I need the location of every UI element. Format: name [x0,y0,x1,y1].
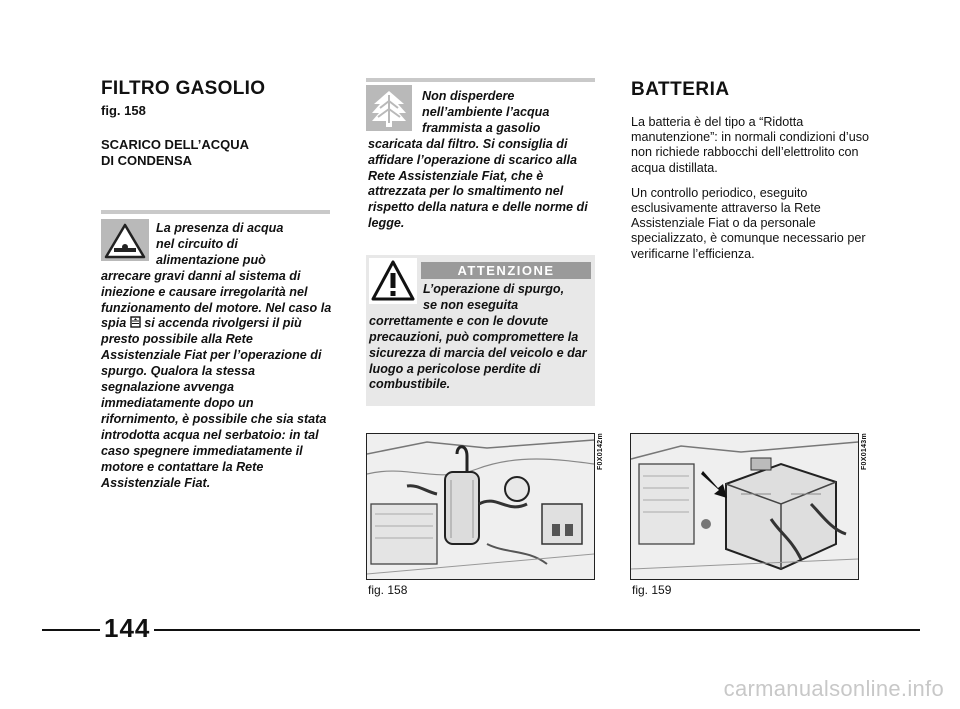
subtitle-line-1: SCARICO DELL’ACQUA [101,137,250,152]
attention-text [369,282,593,393]
env-indented-line: frammista a gasolio [422,120,541,135]
section-divider [366,78,595,82]
fuel-filter-engine-photo [367,434,594,579]
battery-text [631,115,871,272]
attention-label: ATTENZIONE [421,262,591,279]
section-title-filtro-gasolio: FILTRO GASOLIO [101,78,266,99]
battery-engine-photo [631,434,858,579]
figure-158-caption: fig. 158 [368,583,408,597]
figure-159-code: F0X0143m [861,433,868,471]
attention-indented-line: L’operazione di spurgo, [423,282,565,296]
figure-159-caption: fig. 159 [632,583,672,597]
warning-indented-line: nel circuito di [156,236,238,251]
figure-reference: fig. 158 [101,103,146,118]
subsection-title [101,137,321,169]
warning-body: arrecare gravi danni al sistema di iniezione e causare irregolarità nel funzionamento del motore. Nel caso la spia [101,268,332,331]
section-title-batteria: BATTERIA [631,79,730,100]
env-indented-line: nell’ambiente l’acqua [422,104,550,119]
water-in-fuel-indicator-icon [130,316,141,328]
environment-note-text [368,89,596,232]
warning-indented-line: La presenza di acqua [156,221,284,235]
subtitle-line-2: DI CONDENSA [101,153,193,168]
figure-158-photo [366,433,595,580]
watermark: carmanualsonline.info [723,676,944,701]
attention-indented-line: se non eseguita [423,297,519,312]
figure-159-photo [630,433,859,580]
attention-body: correttamente e con le dovute precauzioni, può compromettere la sicurezza di marcia del veicolo e dar luogo a pericolose perdite di combustibile. [369,313,587,392]
warning-body-continued: si accenda rivolgersi il più presto possibile alla Rete Assistenziale Fiat per l’operazione di spurgo. Qualora la stessa segnalazione avvenga immediatamente dopo un rifornimento, è possibile che sia stata introdotta acqua nel serbatoio: in tal caso spegnere immediatamente il motore e contattare la Rete Assistenziale Fiat. [101,316,327,490]
page-number: 144 [100,613,154,644]
warning-indented-line: alimentazione può [156,252,266,267]
env-indented-line: Non disperdere [422,89,515,103]
env-body: scaricata dal filtro. Si consiglia di affidare l’operazione di scarico alla Rete Assistenziale Fiat, che è attrezzata per lo smaltimento nel rispetto della natura e delle norme di legge. [368,136,588,231]
battery-paragraph-1: La batteria è del tipo a “Ridotta manutenzione”: in normali condizioni d’uso non richiede rabbocchi dell’elettrolito con acqua distillata. [631,115,870,175]
figure-158-code: F0X0142m [597,433,604,471]
battery-paragraph-2: Un controllo periodico, eseguito esclusivamente attraverso la Rete Assistenziale Fiat o da personale specializzato, è comunque necessario per verificarne l’efficienza. [631,185,866,261]
water-warning-text [101,221,333,491]
footer-rule [42,629,920,631]
section-divider [101,210,330,214]
